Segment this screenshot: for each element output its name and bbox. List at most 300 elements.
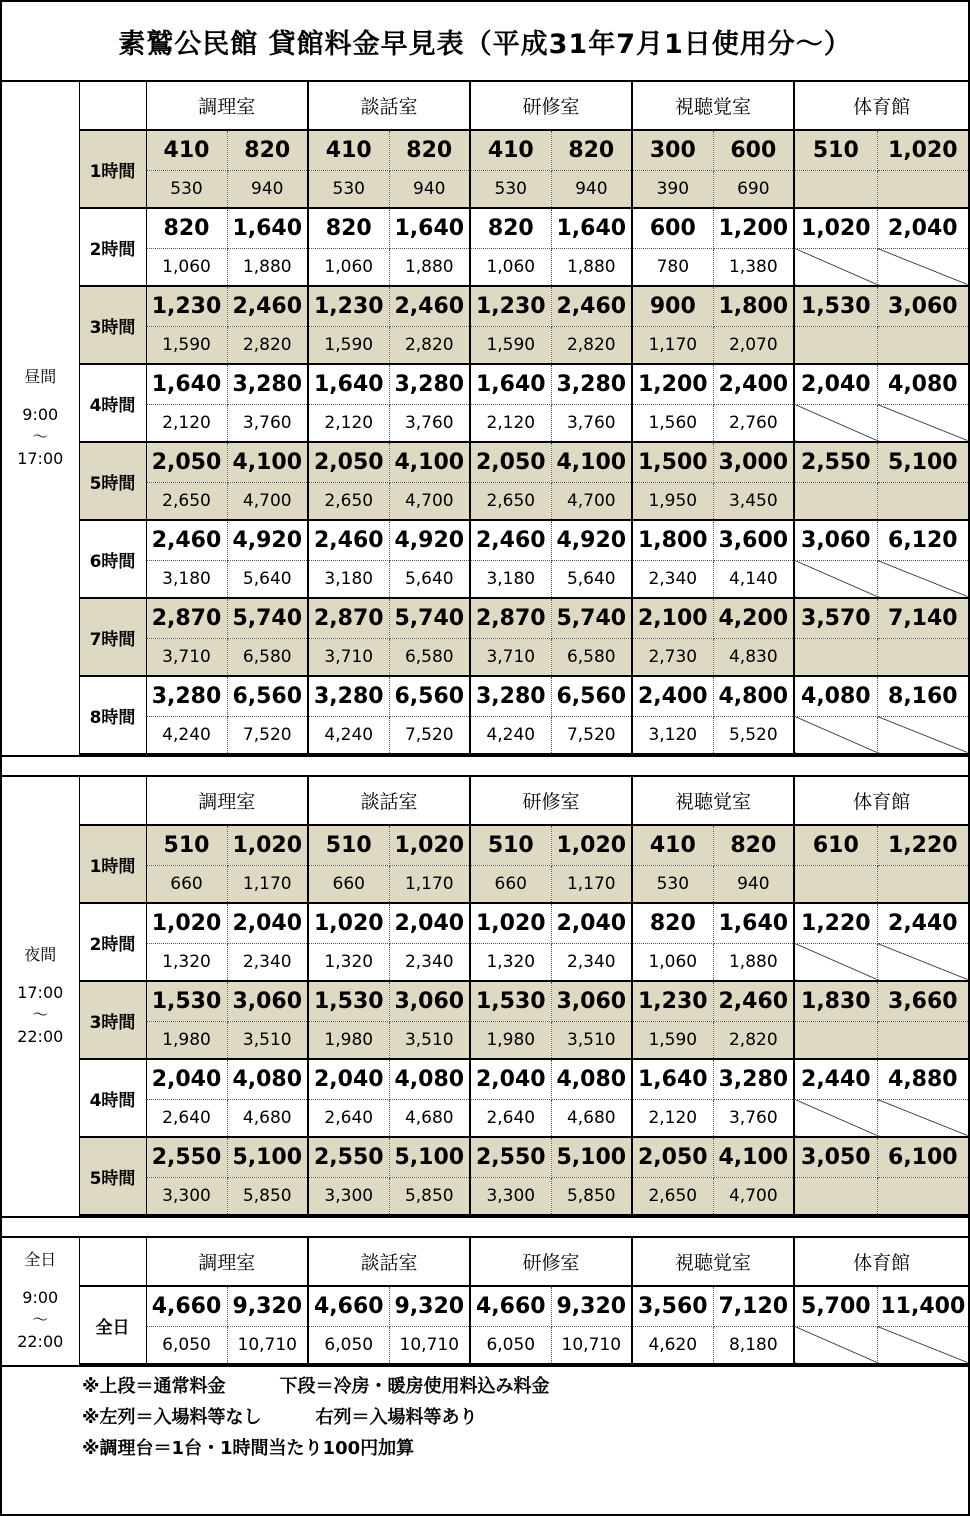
- section-gap: [2, 1216, 968, 1238]
- fee-cell: 4,660: [470, 1286, 551, 1326]
- fee-cell: 2,460: [227, 286, 308, 326]
- duration-label: 2時間: [79, 903, 146, 981]
- fee-cell: 3,280: [227, 364, 308, 404]
- fee-cell: 4,100: [227, 442, 308, 482]
- section-label-name: 全日: [24, 1250, 57, 1269]
- fee-cell-aircon: 4,700: [227, 482, 308, 520]
- fee-cell: 4,920: [551, 520, 632, 560]
- fee-cell-aircon: 4,680: [227, 1099, 308, 1137]
- fee-cell-aircon: 660: [470, 865, 551, 903]
- fee-cell-aircon: 4,240: [146, 716, 227, 754]
- fee-cell: 5,740: [227, 598, 308, 638]
- fee-cell: 1,020: [551, 825, 632, 865]
- fee-cell: 4,080: [794, 676, 877, 716]
- fee-cell: 600: [713, 130, 794, 170]
- fee-row-standard: [2, 286, 968, 326]
- fee-cell-aircon: 3,120: [632, 716, 713, 754]
- fee-cell-aircon: 3,510: [389, 1021, 470, 1059]
- page-title: 素鷲公民館 貸館料金早見表（平成31年7月1日使用分～）: [2, 2, 968, 82]
- fee-cell-aircon: 530: [470, 170, 551, 208]
- not-applicable-cell: [877, 1021, 968, 1059]
- fee-cell: 510: [794, 130, 877, 170]
- not-applicable-cell: [794, 248, 877, 286]
- fee-cell: 2,440: [794, 1059, 877, 1099]
- fee-cell-aircon: 2,650: [632, 1177, 713, 1215]
- fee-cell: 2,460: [146, 520, 227, 560]
- fee-cell-aircon: 2,070: [713, 326, 794, 364]
- not-applicable-cell: [794, 326, 877, 364]
- fee-cell-aircon: 2,820: [389, 326, 470, 364]
- fee-cell-aircon: 3,180: [146, 560, 227, 598]
- not-applicable-cell: [877, 865, 968, 903]
- section-label-tilde: ～: [32, 1310, 49, 1329]
- fee-cell-aircon: 6,050: [308, 1326, 389, 1364]
- fee-cell-aircon: 1,560: [632, 404, 713, 442]
- fee-cell: 8,160: [877, 676, 968, 716]
- fee-cell-aircon: 6,580: [227, 638, 308, 676]
- fee-cell-aircon: 2,650: [308, 482, 389, 520]
- fee-cell: 2,050: [632, 1137, 713, 1177]
- fee-cell: 1,530: [308, 981, 389, 1021]
- fee-cell-aircon: 3,180: [470, 560, 551, 598]
- fee-cell: 7,140: [877, 598, 968, 638]
- room-header-row: [2, 82, 968, 130]
- room-header-row: [2, 777, 968, 825]
- fee-cell-aircon: 2,120: [146, 404, 227, 442]
- fee-cell: 6,560: [551, 676, 632, 716]
- fee-cell: 4,080: [227, 1059, 308, 1099]
- fee-cell: 510: [470, 825, 551, 865]
- fee-cell-aircon: 1,060: [632, 943, 713, 981]
- fee-cell-aircon: 1,060: [146, 248, 227, 286]
- fee-cell-aircon: 1,060: [470, 248, 551, 286]
- fee-cell-aircon: 3,510: [227, 1021, 308, 1059]
- fee-cell: 1,640: [389, 208, 470, 248]
- fee-cell: 1,220: [877, 825, 968, 865]
- duration-label: 5時間: [79, 1137, 146, 1215]
- notes: [2, 1365, 968, 1464]
- not-applicable-cell: [877, 248, 968, 286]
- fee-row-standard: [2, 903, 968, 943]
- section-label: [2, 777, 79, 1215]
- fee-cell: 2,550: [470, 1137, 551, 1177]
- fee-cell: 4,100: [551, 442, 632, 482]
- duration-label: 2時間: [79, 208, 146, 286]
- not-applicable-cell: [877, 638, 968, 676]
- fee-cell: 11,400: [877, 1286, 968, 1326]
- fee-cell: 900: [632, 286, 713, 326]
- fee-cell: 6,560: [227, 676, 308, 716]
- not-applicable-cell: [877, 326, 968, 364]
- fee-cell: 1,640: [470, 364, 551, 404]
- fee-row-standard: [2, 1059, 968, 1099]
- fee-cell: 2,050: [146, 442, 227, 482]
- fee-cell: 510: [146, 825, 227, 865]
- fee-cell-aircon: 4,620: [632, 1326, 713, 1364]
- fee-cell: 6,560: [389, 676, 470, 716]
- fee-cell: 1,530: [146, 981, 227, 1021]
- fee-cell-aircon: 2,760: [713, 404, 794, 442]
- fee-row-standard: [2, 981, 968, 1021]
- fee-cell: 4,660: [146, 1286, 227, 1326]
- fee-cell: 6,100: [877, 1137, 968, 1177]
- fee-cell: 1,800: [713, 286, 794, 326]
- fee-cell: 1,020: [389, 825, 470, 865]
- fee-cell: 820: [389, 130, 470, 170]
- section-label-name: 夜間: [24, 945, 57, 964]
- fee-cell-aircon: 2,120: [308, 404, 389, 442]
- not-applicable-cell: [877, 560, 968, 598]
- fee-row-standard: [2, 130, 968, 170]
- room-header: 体育館: [794, 777, 968, 825]
- fee-cell-aircon: 10,710: [551, 1326, 632, 1364]
- fee-cell: 4,660: [308, 1286, 389, 1326]
- fee-cell-aircon: 3,180: [308, 560, 389, 598]
- fee-cell-aircon: 1,880: [551, 248, 632, 286]
- fee-cell-aircon: 3,300: [146, 1177, 227, 1215]
- not-applicable-cell: [877, 716, 968, 754]
- fee-cell: 2,040: [389, 903, 470, 943]
- duration-label: 3時間: [79, 286, 146, 364]
- fee-cell-aircon: 5,850: [227, 1177, 308, 1215]
- fee-cell: 1,020: [308, 903, 389, 943]
- fee-cell: 1,200: [632, 364, 713, 404]
- fee-cell-aircon: 940: [551, 170, 632, 208]
- fee-cell: 3,000: [713, 442, 794, 482]
- not-applicable-cell: [794, 1099, 877, 1137]
- fee-cell: 9,320: [551, 1286, 632, 1326]
- fee-cell-aircon: 1,880: [713, 943, 794, 981]
- fee-cell-aircon: 3,710: [308, 638, 389, 676]
- fee-cell: 4,080: [551, 1059, 632, 1099]
- fee-cell: 3,280: [146, 676, 227, 716]
- fee-cell-aircon: 2,340: [227, 943, 308, 981]
- fee-cell-aircon: 3,710: [470, 638, 551, 676]
- not-applicable-cell: [877, 482, 968, 520]
- fee-cell: 2,870: [308, 598, 389, 638]
- room-header: 談話室: [308, 82, 470, 130]
- room-header: 視聴覚室: [632, 1238, 794, 1286]
- fee-cell: 510: [308, 825, 389, 865]
- room-header: 談話室: [308, 1238, 470, 1286]
- fee-row-with-aircon: [2, 716, 968, 754]
- not-applicable-cell: [794, 865, 877, 903]
- fee-cell: 820: [227, 130, 308, 170]
- fee-cell: 1,020: [227, 825, 308, 865]
- fee-cell: 1,640: [146, 364, 227, 404]
- duration-label: 6時間: [79, 520, 146, 598]
- fee-cell-aircon: 2,650: [146, 482, 227, 520]
- fee-cell: 1,020: [470, 903, 551, 943]
- fee-cell-aircon: 5,640: [389, 560, 470, 598]
- fee-cell-aircon: 2,640: [146, 1099, 227, 1137]
- fee-cell: 1,800: [632, 520, 713, 560]
- fee-cell-aircon: 1,980: [470, 1021, 551, 1059]
- fee-cell: 5,700: [794, 1286, 877, 1326]
- fee-cell-aircon: 940: [227, 170, 308, 208]
- fee-section-table: [2, 82, 968, 755]
- fee-cell: 3,060: [389, 981, 470, 1021]
- fee-row-standard: [2, 825, 968, 865]
- fee-cell-aircon: 1,980: [308, 1021, 389, 1059]
- fee-row-with-aircon: [2, 404, 968, 442]
- not-applicable-cell: [877, 404, 968, 442]
- fee-cell: 2,870: [146, 598, 227, 638]
- fee-row-standard: [2, 208, 968, 248]
- fee-cell-aircon: 5,850: [389, 1177, 470, 1215]
- fee-cell: 1,220: [794, 903, 877, 943]
- fee-cell-aircon: 940: [389, 170, 470, 208]
- room-header-row: [2, 1238, 968, 1286]
- fee-cell-aircon: 3,510: [551, 1021, 632, 1059]
- not-applicable-cell: [794, 716, 877, 754]
- note-line: ※調理台＝1台・1時間当たり100円加算: [82, 1438, 415, 1459]
- header-corner: [79, 1238, 146, 1286]
- fee-cell-aircon: 2,120: [632, 1099, 713, 1137]
- section-gap: [2, 755, 968, 777]
- fee-row-with-aircon: [2, 248, 968, 286]
- fee-cell: 4,920: [227, 520, 308, 560]
- not-applicable-cell: [794, 1021, 877, 1059]
- section-label-time-start: 9:00: [22, 405, 59, 424]
- fee-row-with-aircon: [2, 638, 968, 676]
- fee-cell-aircon: 2,820: [227, 326, 308, 364]
- fee-cell: 7,120: [713, 1286, 794, 1326]
- room-header: 体育館: [794, 1238, 968, 1286]
- fee-cell: 2,040: [470, 1059, 551, 1099]
- fee-cell: 4,880: [877, 1059, 968, 1099]
- fee-cell: 4,800: [713, 676, 794, 716]
- fee-cell: 820: [470, 208, 551, 248]
- fee-cell-aircon: 4,830: [713, 638, 794, 676]
- fee-cell: 820: [551, 130, 632, 170]
- fee-cell: 1,230: [308, 286, 389, 326]
- fee-cell-aircon: 7,520: [227, 716, 308, 754]
- fee-cell: 410: [632, 825, 713, 865]
- fee-cell: 5,100: [877, 442, 968, 482]
- fee-cell-aircon: 1,320: [146, 943, 227, 981]
- header-corner: [79, 777, 146, 825]
- fee-cell-aircon: 2,340: [389, 943, 470, 981]
- fee-cell-aircon: 660: [146, 865, 227, 903]
- fee-cell: 3,280: [551, 364, 632, 404]
- fee-cell: 2,550: [308, 1137, 389, 1177]
- fee-cell-aircon: 1,320: [308, 943, 389, 981]
- fee-cell-aircon: 8,180: [713, 1326, 794, 1364]
- fee-cell-aircon: 7,520: [551, 716, 632, 754]
- fee-cell-aircon: 1,980: [146, 1021, 227, 1059]
- fee-cell-aircon: 3,710: [146, 638, 227, 676]
- fee-cell: 2,440: [877, 903, 968, 943]
- fee-cell-aircon: 4,700: [713, 1177, 794, 1215]
- fee-cell-aircon: 3,760: [551, 404, 632, 442]
- fee-cell: 300: [632, 130, 713, 170]
- section-label: [2, 1238, 79, 1364]
- fee-cell: 3,060: [794, 520, 877, 560]
- fee-cell-aircon: 10,710: [227, 1326, 308, 1364]
- not-applicable-cell: [794, 482, 877, 520]
- fee-cell: 410: [308, 130, 389, 170]
- fee-cell-aircon: 5,850: [551, 1177, 632, 1215]
- fee-cell: 5,100: [389, 1137, 470, 1177]
- fee-section-table: [2, 1238, 968, 1365]
- not-applicable-cell: [794, 170, 877, 208]
- fee-cell-aircon: 3,760: [227, 404, 308, 442]
- fee-cell-aircon: 690: [713, 170, 794, 208]
- fee-row-with-aircon: [2, 1177, 968, 1215]
- not-applicable-cell: [794, 560, 877, 598]
- section-label-time-start: 9:00: [22, 1288, 59, 1307]
- fee-row-standard: [2, 1137, 968, 1177]
- fee-cell: 5,740: [389, 598, 470, 638]
- fee-cell: 2,040: [146, 1059, 227, 1099]
- fee-cell: 1,020: [794, 208, 877, 248]
- fee-cell-aircon: 10,710: [389, 1326, 470, 1364]
- fee-row-with-aircon: [2, 1326, 968, 1364]
- fee-cell: 2,040: [308, 1059, 389, 1099]
- room-header: 研修室: [470, 82, 632, 130]
- fee-cell: 410: [470, 130, 551, 170]
- fee-cell: 6,120: [877, 520, 968, 560]
- fee-row-with-aircon: [2, 482, 968, 520]
- fee-row-standard: [2, 520, 968, 560]
- fee-cell-aircon: 1,590: [632, 1021, 713, 1059]
- fee-cell-aircon: 1,590: [470, 326, 551, 364]
- fee-cell: 1,530: [470, 981, 551, 1021]
- fee-cell-aircon: 3,300: [308, 1177, 389, 1215]
- fee-cell-aircon: 3,300: [470, 1177, 551, 1215]
- fee-cell-aircon: 6,580: [389, 638, 470, 676]
- room-header: 調理室: [146, 82, 308, 130]
- fee-cell: 1,830: [794, 981, 877, 1021]
- fee-cell: 1,020: [146, 903, 227, 943]
- fee-cell: 820: [146, 208, 227, 248]
- fee-row-standard: [2, 1286, 968, 1326]
- not-applicable-cell: [877, 1326, 968, 1364]
- fee-cell-aircon: 2,730: [632, 638, 713, 676]
- fee-cell: 3,280: [470, 676, 551, 716]
- duration-label: 全日: [79, 1286, 146, 1364]
- fee-cell-aircon: 780: [632, 248, 713, 286]
- fee-cell: 3,660: [877, 981, 968, 1021]
- fee-cell: 820: [308, 208, 389, 248]
- fee-cell-aircon: 4,680: [551, 1099, 632, 1137]
- fee-cell: 9,320: [227, 1286, 308, 1326]
- fee-row-standard: [2, 598, 968, 638]
- fee-cell: 4,200: [713, 598, 794, 638]
- fee-cell-aircon: 2,640: [308, 1099, 389, 1137]
- fee-cell: 600: [632, 208, 713, 248]
- room-header: 視聴覚室: [632, 777, 794, 825]
- fee-cell: 2,550: [146, 1137, 227, 1177]
- fee-cell-aircon: 530: [632, 865, 713, 903]
- fee-cell-aircon: 1,380: [713, 248, 794, 286]
- fee-cell-aircon: 1,170: [227, 865, 308, 903]
- fee-cell-aircon: 660: [308, 865, 389, 903]
- not-applicable-cell: [877, 1099, 968, 1137]
- fee-cell: 1,640: [713, 903, 794, 943]
- fee-cell-aircon: 4,240: [470, 716, 551, 754]
- room-header: 調理室: [146, 777, 308, 825]
- fee-cell: 2,870: [470, 598, 551, 638]
- fee-cell-aircon: 1,880: [389, 248, 470, 286]
- fee-section-table: [2, 777, 968, 1216]
- room-header: 調理室: [146, 1238, 308, 1286]
- fee-cell-aircon: 530: [146, 170, 227, 208]
- fee-cell-aircon: 5,640: [551, 560, 632, 598]
- not-applicable-cell: [877, 1177, 968, 1215]
- fee-row-with-aircon: [2, 1099, 968, 1137]
- fee-cell: 4,100: [713, 1137, 794, 1177]
- room-header: 体育館: [794, 82, 968, 130]
- fee-cell-aircon: 5,520: [713, 716, 794, 754]
- fee-cell: 3,560: [632, 1286, 713, 1326]
- fee-cell-aircon: 6,050: [146, 1326, 227, 1364]
- fee-cell-aircon: 2,640: [470, 1099, 551, 1137]
- not-applicable-cell: [794, 943, 877, 981]
- fee-cell-aircon: 940: [713, 865, 794, 903]
- section-label: [2, 82, 79, 754]
- not-applicable-cell: [877, 170, 968, 208]
- fee-cell: 1,640: [308, 364, 389, 404]
- section-label-time-end: 22:00: [17, 1332, 64, 1351]
- fee-cell: 5,100: [227, 1137, 308, 1177]
- fee-cell: 1,530: [794, 286, 877, 326]
- fee-row-with-aircon: [2, 326, 968, 364]
- fee-row-with-aircon: [2, 170, 968, 208]
- fee-row-with-aircon: [2, 865, 968, 903]
- duration-label: 1時間: [79, 825, 146, 903]
- room-header: 研修室: [470, 1238, 632, 1286]
- fee-row-standard: [2, 676, 968, 716]
- fee-cell-aircon: 2,650: [470, 482, 551, 520]
- fee-cell: 4,920: [389, 520, 470, 560]
- fee-cell: 2,400: [632, 676, 713, 716]
- fee-cell-aircon: 2,820: [551, 326, 632, 364]
- fee-row-standard: [2, 364, 968, 404]
- fee-cell: 2,100: [632, 598, 713, 638]
- fee-cell-aircon: 6,580: [551, 638, 632, 676]
- fee-cell: 2,460: [389, 286, 470, 326]
- fee-cell: 1,640: [227, 208, 308, 248]
- fee-cell: 3,060: [227, 981, 308, 1021]
- duration-label: 4時間: [79, 364, 146, 442]
- fee-cell: 2,040: [551, 903, 632, 943]
- fee-cell-aircon: 1,170: [389, 865, 470, 903]
- fee-cell-aircon: 1,060: [308, 248, 389, 286]
- fee-cell: 5,740: [551, 598, 632, 638]
- fee-cell-aircon: 7,520: [389, 716, 470, 754]
- fee-cell: 2,460: [308, 520, 389, 560]
- not-applicable-cell: [877, 943, 968, 981]
- section-label-tilde: ～: [32, 1005, 49, 1024]
- fee-cell: 2,550: [794, 442, 877, 482]
- duration-label: 5時間: [79, 442, 146, 520]
- section-label-time-end: 17:00: [17, 449, 64, 468]
- note-line: ※左列＝入場料等なし 右列＝入場料等あり: [82, 1407, 478, 1428]
- fee-cell-aircon: 4,140: [713, 560, 794, 598]
- room-header: 研修室: [470, 777, 632, 825]
- fee-cell: 1,020: [877, 130, 968, 170]
- fee-cell-aircon: 3,760: [389, 404, 470, 442]
- fee-cell-aircon: 3,760: [713, 1099, 794, 1137]
- fee-row-standard: [2, 442, 968, 482]
- fee-cell-aircon: 4,700: [389, 482, 470, 520]
- fee-cell: 3,060: [877, 286, 968, 326]
- fee-cell: 4,100: [389, 442, 470, 482]
- fee-cell: 1,230: [632, 981, 713, 1021]
- section-label-name: 昼間: [24, 367, 57, 386]
